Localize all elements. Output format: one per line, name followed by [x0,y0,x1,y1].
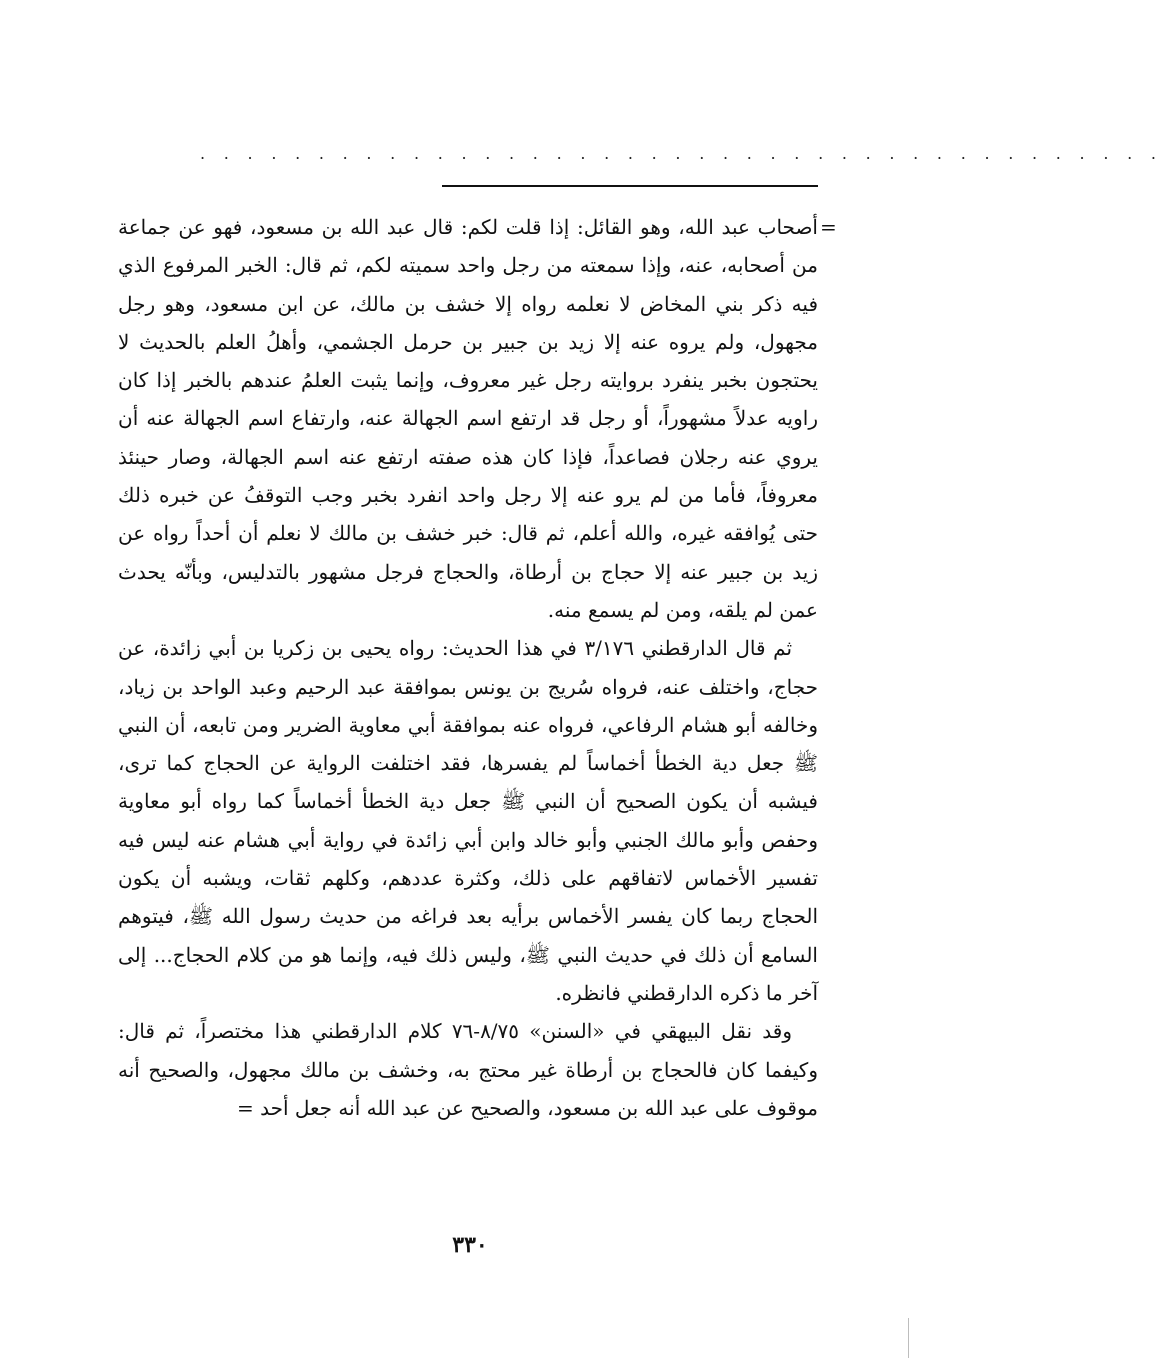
paragraph-1: أصحاب عبد الله، وهو القائل: إذا قلت لكم: قال عبد الله بن مسعود، فهو عن جماعة من أصحابه، عنه، وإذا سمعته من رجل واحد سميته لكم، ثم قال: الخبر المرفوع الذي فيه ذكر بني المخاض لا نعلمه رواه إلا خشف بن مالك، عن ابن مسعود، وهو رجل مجهول، ولم يروه عنه إلا زيد بن جبير بن حرمل الجشمي، وأهلُ العلم بالحديث لا يحتجون بخبر ينفرد بروايته رجل غير معروف، وإنما يثبت العلمُ عندهم بالخبر إذا كان راويه عدلاً مشهوراً، أو رجل قد ارتفع اسم الجهالة عنه، وارتفاع اسم الجهالة عنه أن يروي عنه رجلان فصاعداً، فإذا كان هذه صفته ارتفع عنه اسم الجهالة، وصار حينئذ معروفاً، فأما من لم يرو عنه إلا رجل واحد انفرد بخبر وجب التوقفُ عن خبره ذلك حتى يُوافقه غيره، والله أعلم، ثم قال: خبر خشف بن مالك لا نعلم أن أحداً رواه عن زيد بن جبير عنه إلا حجاج بن أرطاة، والحجاج فرجل مشهور بالتدليس، وبأنّه يحدث عمن لم يلقه، ومن لم يسمع منه. [118,215,818,622]
footnote-rule [442,185,818,187]
continuation-mark: = [820,215,837,239]
scan-mark [908,1318,909,1358]
page-number: ٣٣٠ [452,1232,488,1258]
paragraph-3: وقد نقل البيهقي في «السنن» ٨/٧٥-٧٦ كلام الدارقطني هذا مختصراً، ثم قال: وكيفما كان فالحجاج بن أرطاة غير محتج به، وخشف بن مالك مجهول، والصحيح أنه موقوف على عبد الله بن مسعود، والصحيح عن عبد الله أنه جعل أحد = [118,1019,818,1120]
footnote-text [118,208,818,1127]
paragraph-2: ثم قال الدارقطني ٣/١٧٦ في هذا الحديث: رواه يحيى بن زكريا بن أبي زائدة، عن حجاج، واختلف عنه، فرواه سُريج بن يونس بموافقة عبد الرحيم وعبد الواحد بن زياد، وخالفه أبو هشام الرفاعي، فرواه عنه بموافقة أبي معاوية الضرير ومن تابعه، أن النبي ﷺ جعل دية الخطأ أخماساً لم يفسرها، فقد اختلفت الرواية عن الحجاج كما ترى، فيشبه أن يكون الصحيح أن النبي ﷺ جعل دية الخطأ أخماساً كما رواه أبو معاوية وحفص وأبو مالك الجنبي وأبو خالد وابن أبي زائدة في رواية أبي هشام عنه ليس فيه تفسير الأخماس لاتفاقهم على ذلك، وكثرة عددهم، وكلهم ثقات، ويشبه أن يكون الحجاج ربما كان يفسر الأخماس برأيه بعد فراغه من حديث رسول الله ﷺ، فيتوهم السامع أن ذلك في حديث النبي ﷺ، وليس ذلك فيه، وإنما هو من كلام الحجاج... إلى آخر ما ذكره الدارقطني فانظره. [118,636,818,1005]
separator-dots: . . . . . . . . . . . . . . . . . . . . . . . . . . . . . . . . . . . . . . . . . [200,144,1163,163]
